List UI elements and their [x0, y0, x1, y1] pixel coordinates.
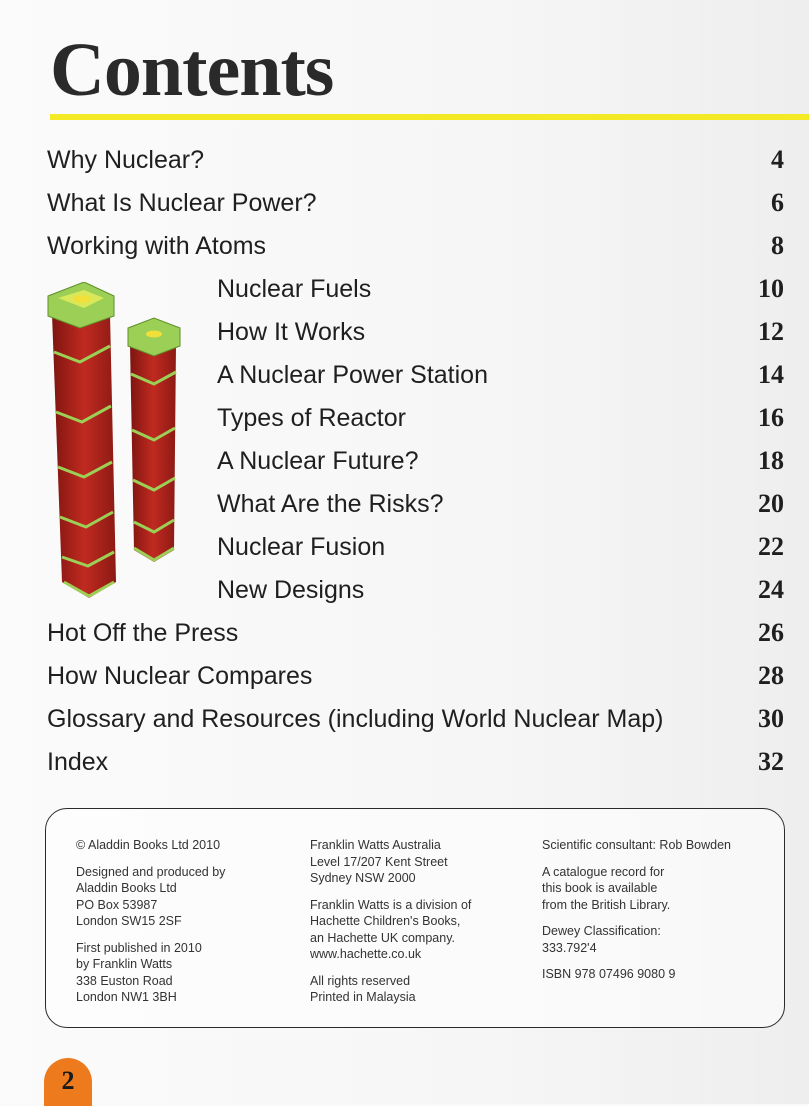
toc-item[interactable]: [217, 269, 784, 309]
toc-item-label: How Nuclear Compares: [47, 662, 313, 690]
page-number-tab: 2: [44, 1058, 92, 1106]
toc-item-label: Nuclear Fusion: [217, 533, 386, 561]
toc-item-label: How It Works: [217, 318, 366, 346]
toc-item[interactable]: [217, 312, 784, 352]
toc-item-label: Types of Reactor: [217, 404, 406, 432]
imprint-text: All rights reserved Printed in Malaysia: [310, 973, 416, 1004]
tall-tower: [48, 282, 116, 598]
toc-item-label: What Are the Risks?: [217, 490, 444, 518]
toc-item[interactable]: [217, 398, 784, 438]
toc-item-page: 18: [758, 446, 784, 475]
toc-item[interactable]: [217, 355, 784, 395]
toc-item-label: A Nuclear Future?: [217, 447, 419, 475]
short-tower: [128, 318, 180, 562]
toc-item-page: 26: [758, 618, 784, 647]
toc-item[interactable]: [47, 656, 784, 696]
imprint-column-distributor: [310, 837, 530, 1016]
imprint-text: ISBN 978 07496 9080 9: [542, 967, 676, 981]
toc-item[interactable]: [217, 484, 784, 524]
toc-item-page: 16: [758, 403, 784, 432]
toc-item[interactable]: [47, 742, 784, 782]
toc-item-page: 6: [771, 188, 784, 217]
toc-item-page: 12: [758, 317, 784, 346]
toc-item-page: 28: [758, 661, 784, 690]
imprint-box: [45, 808, 785, 1028]
imprint-text: Franklin Watts Australia Level 17/207 Kent Street Sydney NSW 2000: [310, 838, 448, 885]
toc-item-page: 22: [758, 532, 784, 561]
toc-item-label: Index: [47, 748, 109, 776]
toc-item-label: Glossary and Resources (including World Nuclear Map): [47, 705, 664, 733]
page-title: Contents: [50, 28, 334, 112]
imprint-text: Scientific consultant: Rob Bowden: [542, 838, 731, 852]
imprint-column-publisher: [76, 837, 296, 1016]
toc-item[interactable]: [217, 570, 784, 610]
toc-item-label: A Nuclear Power Station: [217, 361, 488, 389]
toc-item-label: New Designs: [217, 576, 365, 604]
toc-item[interactable]: [217, 441, 784, 481]
imprint-text: A catalogue record for this book is available from the British Library.: [542, 864, 671, 912]
imprint-text: © Aladdin Books Ltd 2010: [76, 838, 221, 852]
toc-item-page: 20: [758, 489, 784, 518]
toc-item[interactable]: [47, 613, 784, 653]
toc-item-page: 14: [758, 360, 784, 389]
title-divider: [50, 114, 809, 120]
toc-item[interactable]: [47, 183, 784, 223]
toc-item-page: 10: [758, 274, 784, 303]
toc-item-label: Hot Off the Press: [47, 619, 239, 647]
toc-item[interactable]: [47, 140, 784, 180]
imprint-text: Dewey Classification: 333.792'4: [542, 924, 661, 955]
toc-item[interactable]: [47, 699, 784, 739]
toc-item-page: 24: [758, 575, 784, 604]
toc-item-page: 4: [771, 145, 784, 174]
toc-item-label: Why Nuclear?: [47, 146, 204, 174]
toc-item-page: 8: [771, 231, 784, 260]
imprint-column-catalogue: [542, 837, 772, 993]
toc-item[interactable]: [217, 527, 784, 567]
toc-item-label: What Is Nuclear Power?: [47, 189, 317, 217]
toc-item[interactable]: [47, 226, 784, 266]
toc-item-label: Working with Atoms: [47, 232, 267, 260]
imprint-text: Designed and produced by Aladdin Books Ltd PO Box 53987 London SW15 2SF: [76, 864, 226, 928]
toc-item-page: 30: [758, 704, 784, 733]
imprint-text: First published in 2010 by Franklin Watts 338 Euston Road London NW1 3BH: [76, 940, 202, 1004]
toc-item-label: Nuclear Fuels: [217, 275, 372, 303]
imprint-text: Franklin Watts is a division of Hachette Children's Books, an Hachette UK company. www.hachette.co.uk: [310, 897, 472, 961]
cooling-towers-icon: [44, 282, 184, 602]
toc-item-page: 32: [758, 747, 784, 776]
